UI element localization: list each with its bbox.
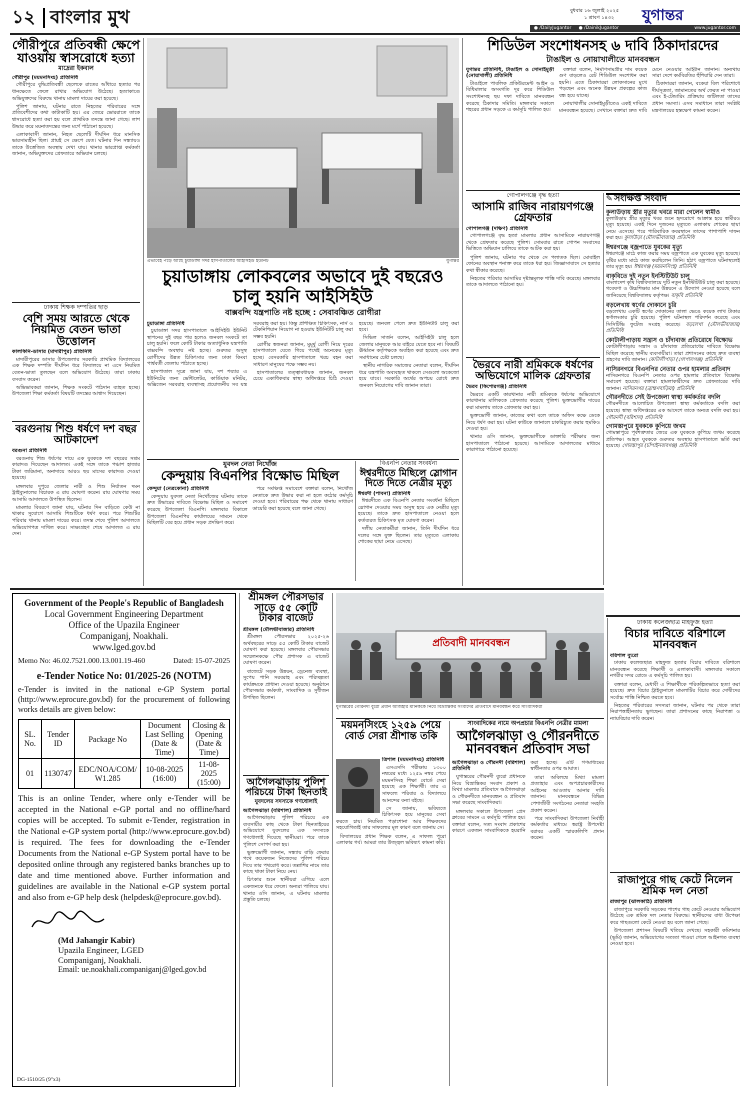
subhead: টাঙাইল ও নোয়াখালীতে মানববন্ধন [546, 55, 660, 64]
twitter-icon: ● [534, 26, 538, 31]
story-gouripur [12, 38, 140, 300]
paragraph: গৌরীপুরে বুদ্ধিপ্রতিবন্ধী ছেলেকে রাতের আঁধারে হত্যার পর ধানক্ষেতে ফেলে রাখার অভিযোগ উঠেছে। হত্যাকাণ্ডে অভিযুক্তদের বিরুদ্ধে থানায় মামলা দায়ের করা হয়েছে। [12, 82, 140, 102]
brief-byline: গৌরনদী (বরিশাল) প্রতিনিধি [606, 414, 663, 421]
paragraph: সিভিল সার্জন বলেন, আইসিইউ চালু হলে জেলার মানুষকে আর বাইরে যেতে হবে না। বিষয়টি ঊর্ধ্বতন কর্তৃপক্ষকে অবহিত করা হয়েছে এবং দ্রুত সমাধানের চেষ্টা চলছে। [359, 335, 459, 362]
briefs-title: সংক্ষিপ্ত সংবাদ [614, 194, 667, 204]
brief-byline: নাসিরনগর (ব্রাহ্মণবাড়িয়া) প্রতিনিধি [622, 385, 695, 392]
brief-title: গৌরনদীতে সেই উপজেলা স্বাস্থ্য কর্মকর্তার বদলি [606, 394, 721, 402]
table-cell: 1130747 [42, 759, 75, 789]
column-rule [239, 593, 240, 1087]
website-link[interactable]: www.jugantor.com [694, 26, 736, 31]
story-rajapur [610, 875, 740, 1087]
story-barishal [610, 620, 740, 870]
byline: শ্রীমঙ্গল (মৌলভীবাজার) প্রতিনিধি [243, 626, 315, 633]
brief-byline: ঈশ্বরগঞ্জ (ময়মনসিংহ) প্রতিনিধি [634, 264, 697, 271]
paragraph: মাদারীপুরের ডাসার উপজেলার সরকারি প্রাথমিক বিদ্যালয়ের এক শিক্ষক দম্পতি দীর্ঘদিন ধরে বিদ্যালয়ে না এসে নিয়মিত বেতন-ভাতা তুলছেন বলে অভিযোগ উঠেছে। তারা ঢাকায় বসবাস করেন। [12, 356, 140, 383]
paragraph: চুয়াডাঙ্গা সদর হাসপাতালে আইসিইউ ইউনিট স্থাপনের দুই বছর পার হলেও জনবল সংকটে তা চালু হয়নি। ফলে কোটি টাকার অত্যাধুনিক যন্ত্রপাতি বাক্সবন্দি অবস্থায় নষ্ট হচ্ছে। গুরুতর অসুস্থ রোগীদের উন্নত চিকিৎসার জন্য ঢাকা কিংবা পার্শ্ববর্তী জেলায় পাঠাতে হচ্ছে। [147, 328, 247, 368]
brief-title: বাকৃবিতে দুই নতুন ইনস্টিটিউট চালু [606, 272, 690, 280]
protest-photo [336, 593, 604, 703]
social-bar [530, 25, 740, 32]
story-bhairab [466, 360, 600, 585]
photo-credit: যুগান্তর [446, 259, 459, 264]
divider [610, 872, 740, 873]
article-body [336, 757, 446, 1077]
headline: গৌরীপুরে প্রতিবন্ধী ক্ষেপে যাওয়ায় স্বাসরোধে হত্যা [12, 37, 140, 66]
tender-org: Local Government Engineering Department [44, 609, 204, 619]
social-handle-facebook: /DainikJugantor [584, 26, 619, 31]
brief-byline: বাকৃবি প্রতিনিধি [671, 292, 703, 299]
byline: আগৈলঝাড়া (বরিশাল) প্রতিনিধি [243, 807, 312, 814]
paragraph: বরগুনায় শিশু ধর্ষণের দায়ে এক যুবককে দশ বছরের সশ্রম কারাদণ্ড দিয়েছেন আদালত। একই সঙ্গে তাকে পঞ্চাশ হাজার টাকা জরিমানা, অনাদায়ে আরও ছয় মাসের কারাদণ্ড দেওয়া হয়েছে। [12, 455, 140, 482]
story-ailer [243, 778, 329, 1086]
tender-org: Office of the Upazila Engineer [68, 620, 180, 630]
hospital-beds-illustration [147, 38, 459, 258]
tender-body: This is an online Tender, where only e-Tender will be accepted in the National e-GP portal and no offline/hard copies will be accepted. To submit e-Tender, registration in the National e-GP system portal (http://www.eprocure.gov.bd) is required. The fees for downloading the e-Tender Documents from the National e-GP System portal have to be deposited online through any registered banks branches up to date and time mentioned above. Further information and guidelines are available in the National e-GP system portal and also from e-GP help desk (helpdesk@eprocure.gov.bd). [18, 793, 230, 902]
byline: আগৈলঝাড়া ও গৌরনদী (বরিশাল) প্রতিনিধি [452, 759, 526, 773]
headline: ভৈরবে নারী শ্রমিককে ধর্ষণের অভিযোগে মালিক গ্রেফতার [472, 359, 594, 383]
masthead-divider [43, 8, 45, 28]
list-item [606, 337, 740, 364]
brief-byline: বড়লেখা (মৌলভীবাজার) প্রতিনিধি [606, 321, 740, 335]
list-item [606, 273, 740, 300]
paragraph: এলাকাবাসী জানান, নিহত ছেলেটি দীর্ঘদিন ধরে মানসিক ভারসাম্যহীন ছিল। প্রায়ই সে ক্ষেপে যেত। ঘটনার দিন সন্ধ্যায়ও তাকে উত্তেজিত অবস্থায় দেখা যায়। থানার ভারপ্রাপ্ত কর্মকর্তা জানান, অভিযুক্তদের গ্রেফতারে অভিযান চলছে। [12, 131, 140, 158]
paragraph: ঈশ্বরদীতে এক বিএনপি নেতার সংবর্ধনা মিছিলে স্লোগান দেওয়ার সময় অসুস্থ হয়ে এক নেত্রীর মৃত্যু হয়েছে। তাকে দ্রুত হাসপাতালে নেওয়া হলে কর্তব্যরত চিকিৎসক মৃত ঘোষণা করেন। [358, 498, 459, 524]
column-header: SL. No. [19, 720, 42, 759]
paragraph: স্থানীয় নাগরিক সমাজের নেতারা বলেন, দীর্ঘদিন ধরে যন্ত্রপাতি অব্যবহৃত থাকলে সেগুলো অকেজো হয়ে যাবে। সরকারি অর্থের অপচয় রোধে দ্রুত জনবল নিয়োগের দাবি জানান তারা। [359, 363, 459, 389]
column-rule [603, 193, 604, 585]
paragraph: পুলিশ জানায়, ঘটনার রাতে নিহতের পরিবারের সঙ্গে প্রতিবেশীদের কথা কাটাকাটি হয়। এর জেরে ভোররাতে তাকে শ্বাসরোধে হত্যা করা হয় বলে প্রাথমিক তদন্তে জানা গেছে। লাশ উদ্ধার করে ময়নাতদন্তের জন্য মর্গে পাঠানো হয়েছে। [12, 103, 140, 130]
paragraph: তারা অবিলম্বে মিথ্যা মামলা প্রত্যাহার এবং অপপ্রচারকারীদের আইনের আওতায় আনার দাবি জানান। মানববন্ধনে বিভিন্ন পেশাজীবী সংগঠনের নেতারা সংহতি প্রকাশ করেন। [530, 774, 604, 814]
headline: বেশি সময় আরতে থেকে নিয়মিত বেতন ভাতা উত্তোলন [22, 311, 130, 348]
article-body [12, 75, 140, 275]
paragraph: ঠিকাদাররা জানান, বকেয়া বিল পরিশোধে দীর্ঘসূত্রতা, জামানতের অর্থ ফেরত না পাওয়া এবং ই-টেন্ডারিং প্রক্রিয়ায় জটিলতা তাদের প্রধান সমস্যা। এসব সমাধানে তারা সংশ্লিষ্ট মন্ত্রণালয়ের হস্তক্ষেপ কামনা করেন। [652, 81, 740, 114]
paragraph: নিহতের পরিবার আসামির দৃষ্টান্তমূলক শাস্তি দাবি করেছে। মঙ্গলবার তাকে আদালতে পাঠানো হয়। [466, 275, 600, 289]
story-teacher [12, 305, 140, 420]
list-item [606, 394, 740, 421]
brief-byline: কোটালীপাড়া (গোপালগঞ্জ) প্রতিনিধি [648, 357, 723, 364]
paragraph: পরে সংক্ষিপ্ত সমাবেশে বক্তারা বলেন, নিখোঁজ নেতাকে দ্রুত উদ্ধার করা না হলে কঠোর কর্মসূচি দেওয়া হবে। পরিবারের পক্ষ থেকে থানায় সাধারণ ডায়েরি করা হয়েছে বলে জানা গেছে। [252, 486, 353, 513]
briefs-box [606, 193, 740, 613]
paragraph: উপজেলা প্রশাসন বিষয়টি খতিয়ে দেখছে। সহকারী কমিশনার (ভূমি) জানান, অভিযোগের সত্যতা পাওয়া গেলে আইনগত ব্যবস্থা নেওয়া হবে। [610, 927, 740, 948]
brief-title: কোটালীপাড়ায় সন্ত্রাস ও চাঁদাবাজ প্রতিরোধে বিক্ষোভ [606, 336, 733, 344]
tender-notice [12, 593, 236, 1087]
paragraph: চিৎকার শুনে স্থানীয়রা এগিয়ে এলে একজনকে ধরে ফেলে। অন্যরা পালিয়ে যায়। থানার ওসি জানান, এ ঘটনায় মামলার প্রস্তুতি চলছে। [243, 877, 329, 904]
brief-byline: গোমস্তাপুর (চাঁপাইনবাবগঞ্জ) প্রতিনিধি [622, 443, 697, 450]
divider [336, 718, 604, 719]
page-number: ১২ [12, 7, 36, 28]
paragraph: হাসপাতালের তত্ত্বাবধায়ক জানান, জনবল চেয়ে একাধিকবার স্বাস্থ্য অধিদপ্তরে চিঠি দেওয়া হয়েছে। জনবল পেলে দ্রুত ইউনিটটি চালু করা হবে। [253, 320, 459, 383]
paragraph: ভুক্তভোগী জানান, কাজের কথা বলে তাকে অফিস কক্ষে ডেকে নিয়ে ধর্ষণ করা হয়। ঘটনা কাউকে জানালে চাকরিচ্যুত করার হুমকিও দেওয়া হয়। [466, 412, 600, 433]
brief-body: কোটালীপাড়ায় সন্ত্রাস ও চাঁদাবাজ প্রতিরোধের দাবিতে বিক্ষোভ মিছিল করেছে স্থানীয় ব্যবসায়ীরা। তারা প্রশাসনের কাছে দ্রুত ব্যবস্থা গ্রহণের দাবি জানান। [606, 343, 740, 364]
article-body [610, 899, 740, 1067]
headline: শিডিউল সংশোধনসহ ৬ দাবি ঠিকাদারদের [487, 38, 719, 54]
column-rule [355, 461, 356, 581]
photo-caption [147, 259, 459, 265]
paragraph: নিহতের পরিবারের সদস্যরা জানান, ঘটনার পর থেকে তারা নিরাপত্তাহীনতায় ভুগছেন। তারা প্রশাসনের কাছে নিরাপত্তা ও ন্যায়বিচার দাবি করেন। [610, 702, 740, 723]
column-rule [143, 38, 144, 586]
paragraph: ঢাকায় কলেজছাত্র মাহফুজ হত্যার বিচার দাবিতে বরিশালে মানববন্ধন করেছে শিক্ষার্থী ও এলাকাবাসী। মঙ্গলবার সকালে নগরীর সদর রোডে এ কর্মসূচি পালিত হয়। [610, 660, 740, 680]
paragraph: মামলার বিবরণে জানা যায়, ঘটনার দিন বাড়িতে কেউ না থাকার সুযোগে আসামি শিশুটিকে ধর্ষণ করে। পরে শিশুটির পরিবার থানায় মামলা দায়ের করে। তদন্ত শেষে পুলিশ আদালতে অভিযোগপত্র দাখিল করে। সাক্ষ্যগ্রহণ শেষে আদালত এ রায় দেন। [12, 504, 140, 538]
brief-body: বড়লেখায় একটি স্বর্ণের দোকানের তালা ভেঙে কয়েক লাখ টাকার স্বর্ণালংকার চুরি হয়েছে। পুলিশ ঘটনাস্থল পরিদর্শন করেছে এবং সিসিটিভি ফুটেজ সংগ্রহ করেছে। [606, 308, 740, 328]
list-item [606, 209, 740, 242]
list-item [606, 244, 740, 271]
kicker: ঢাকায় শিক্ষক দম্পতির ছাড় [44, 304, 108, 311]
brief-title: গোমস্তাপুরে যুবককে কুপিয়ে জখম [606, 423, 686, 431]
headline: শ্রীমঙ্গল পৌরসভার সাড়ে ৫৫ কোটি টাকার বাজেট [248, 592, 324, 624]
brief-title: ঈশ্বরগঞ্জে বজ্রপাতে যুবকের মৃত্যু [606, 243, 682, 251]
story-schedule [466, 38, 740, 188]
notice-intro: e-Tender is invited in the national e-GP System portal (http://www.eprocure.gov.bd) for the procurement of following works details are given below: [18, 685, 230, 714]
paragraph: মঙ্গলবার দুপুরে জেলার নারী ও শিশু নির্যাতন দমন ট্রাইব্যুনালের বিচারক এ রায় ঘোষণা করেন। রায় ঘোষণার সময় আসামি আদালতে উপস্থিত ছিলেন। [12, 483, 140, 503]
article-body [358, 491, 459, 551]
kicker: বিএনপি নেতার সংবর্ধনা [380, 460, 437, 467]
story-ishwardi [358, 461, 459, 581]
briefs-header [606, 193, 740, 206]
headline: আগৈলঝাড়ায় পুলিশ পরিচয়ে টাকা ছিনতাই [245, 777, 327, 798]
paragraph: বক্তারা বলেন, নির্মাণসামগ্রীর দাম কয়েক গুণ বাড়লেও রেট শিডিউল সংশোধন করা হয়নি। এতে ঠিকাদাররা লোকসানের মুখে পড়ছেন এবং অনেক উন্নয়ন প্রকল্পের কাজ বন্ধ হয়ে যাচ্ছে। [559, 66, 647, 99]
kicker: সাংবাদিকের নামে অপপ্রচার বিএনপি নেত্রীর মামলা [467, 720, 589, 727]
table-header-row [19, 720, 230, 759]
paragraph: রোগীর স্বজনরা জানান, মুমূর্ষু রোগী নিয়ে দূরের হাসপাতালে যেতে গিয়ে পথেই অনেকের মৃত্যু হচ্ছে। বেসরকারি হাসপাতালে খরচ বহন করা সাধারণ মানুষের পক্ষে সম্ভব নয়। [253, 341, 353, 368]
headline: রাজাপুরে গাছ কেটে নিলেন শ্রমিক দল নেতা [617, 874, 733, 898]
tender-website[interactable]: www.lged.gov.bd [92, 642, 156, 652]
article-body [243, 808, 329, 1068]
byline: ত্রিশাল (ময়মনসিংহ) প্রতিনিধি [382, 757, 445, 763]
table-cell: 10-08-2025 (16:00) [141, 759, 189, 789]
article-body [452, 760, 604, 1050]
social-handle-twitter: /DailyJugantor [539, 26, 572, 31]
newspaper-logo: যুগান্তর [642, 6, 684, 24]
section-divider [10, 588, 604, 590]
photo-caption: যুগান্তরের গৌরনদী বুরো প্রধান আজহার মানিককে নিয়ে বিভ্রান্তিকর সংবাদের প্রতিবাদে মানববন্ধন করে সাংবাদিকরা [336, 705, 543, 710]
list-item [606, 423, 740, 450]
brief-title: বড়লেখায় স্বর্ণের দোকানে চুরি [606, 301, 677, 309]
date-line: বুধবার ১৬ জুলাই ২০২৫ [570, 8, 620, 14]
paragraph: সে জানায়, ভবিষ্যতে চিকিৎসক হয়ে মানুষের সেবা করতে চায়। নিয়মিত পড়াশোনা আর শিক্ষকদের সহযোগিতাই তার সাফল্যের মূল কারণ বলে জানায় সে। [336, 805, 446, 832]
caption-text: এভাবেই পড়ে আছে চুয়াডাঙ্গা সদর হাসপাতালের আইসিইউ ইউনিট [147, 259, 269, 264]
table-row [19, 759, 230, 789]
section-divider [606, 615, 740, 617]
paragraph: বাজেটে সড়ক উন্নয়ন, ড্রেনেজ ব্যবস্থা, সুপেয় পানি সরবরাহ এবং পরিচ্ছন্নতা কার্যক্রমকে প্রাধান্য দেওয়া হয়েছে। অনুষ্ঠানে পৌরসভার কর্মকর্তা, সাংবাদিক ও সুধীজন উপস্থিত ছিলেন। [243, 668, 329, 701]
article-body [12, 448, 140, 570]
facebook-icon: ● [578, 26, 583, 31]
paragraph: কেন্দুয়ায় যুবদল নেতা নিখোঁজের ঘটনায় তাকে দ্রুত উদ্ধারের দাবিতে বিক্ষোভ মিছিল ও সমাবেশ করেছে উপজেলা বিএনপি। মঙ্গলবার বিকালে উপজেলা বিএনপির কার্যালয়ের সামনে থেকে মিছিলটি বের হয়ে প্রধান সড়ক প্রদক্ষিণ করে। [147, 493, 248, 527]
brief-body: ঈশ্বরগঞ্জে মাঠে কাজ করার সময় বজ্রপাতে এক যুবকের মৃত্যু হয়েছে। বৃষ্টির মধ্যে মাঠে কাজ করছিলেন তিনি। হঠাৎ বজ্রপাতে ঘটনাস্থলেই তার মৃত্যু হয়। [606, 250, 740, 271]
signatory-email[interactable]: Email: ue.noakhali.companiganj@lged.gov.bd [58, 965, 207, 974]
paragraph: হাসপাতাল সূত্রে জানা যায়, দশ শয্যার এ ইউনিটের জন্য ভেন্টিলেটর, কার্ডিয়াক মনিটর, অক্সিজেন সরবরাহ ব্যবস্থাসহ প্রয়োজনীয় সব যন্ত্র সরবরাহ করা হয়। কিন্তু প্রশিক্ষিত চিকিৎসক, নার্স ও টেকনিশিয়ান নিয়োগ না হওয়ায় ইউনিটটি চালু করা সম্ভব হয়নি। [147, 320, 353, 389]
story-child [12, 424, 140, 582]
story-naryanganj [466, 193, 600, 355]
article-body [466, 226, 600, 344]
article-body [466, 67, 740, 171]
paragraph: বক্তারা বলেন, মেধাবী এ শিক্ষার্থীকে পরিকল্পিতভাবে হত্যা করা হয়েছে। দ্রুত বিচার ট্রাইব্যুনালে মামলাটির বিচার করে দোষীদের সর্বোচ্চ শাস্তি নিশ্চিত করতে হবে। [610, 681, 740, 701]
story-board [336, 721, 446, 1086]
tender-table [18, 719, 230, 789]
brief-byline: কুলাউড়া (মৌলভীবাজার) প্রতিনিধি [624, 235, 695, 242]
brief-body: গোমস্তাপুরে পূর্বশত্রুতার জেরে এক যুবককে কুপিয়ে জখম করেছে প্রতিপক্ষ। আহত যুবককে গুরুতর অবস্থায় হাসপাতালে ভর্তি করা হয়েছে। [606, 430, 740, 450]
article-body [243, 627, 329, 757]
kicker: ঢাকায় কলেজছাত্র মাহফুজ হত্যা [637, 619, 713, 626]
byline: কালকিনি-ডাসার (মাদারীপুর) প্রতিনিধি [12, 349, 92, 356]
article-body [466, 384, 600, 564]
brief-body: বাংলাদেশ কৃষি বিশ্ববিদ্যালয়ে দুটি নতুন ইনস্টিটিউট চালু করা হয়েছে। গবেষণা ও উচ্চশিক্ষার মান উন্নয়নে এ উদ্যোগ নেওয়া হয়েছে বলে জানিয়েছে বিশ্ববিদ্যালয় কর্তৃপক্ষ। [606, 279, 740, 299]
headline: কেন্দুয়ায় বিএনপির বিক্ষোভ মিছিল [160, 468, 340, 484]
brief-title: কুলাউড়ায় স্ত্রীর মৃত্যুর খবরে মারা গেলেন স্বামীও [606, 208, 720, 216]
article-body [147, 321, 459, 439]
date-line-2: ১ শ্রাবণ ১৪৩২ [584, 15, 615, 21]
kicker: যুবদল নেতা নিখোঁজ [223, 460, 277, 468]
byline: বরগুনা প্রতিনিধি [12, 448, 47, 455]
paragraph: মঙ্গলবার সকালে উপজেলা প্রেস ক্লাবের সামনে এ কর্মসূচি পালিত হয়। বক্তারা বলেন, সত্য সংবাদ প্রকাশের কারণে একজন সাংবাদিককে হয়রানি করা হচ্ছে। এটি গণমাধ্যমের স্বাধীনতার ওপর আঘাত। [452, 759, 604, 835]
story-sreemangal [243, 593, 329, 773]
signatory-name: (Md Jahangir Kabir) [58, 935, 135, 945]
icu-photo [147, 38, 459, 258]
memo-number: Memo No: 46.02.7521.000.13.001.19-460 [18, 656, 146, 665]
briefs-icon: ✎ [606, 194, 613, 203]
signatory-place: Companiganj, Noakhali. [58, 955, 142, 965]
column-rule [449, 721, 450, 1086]
masthead [10, 6, 740, 32]
byline: চুয়াডাঙ্গা প্রতিনিধি [147, 320, 185, 327]
byline: রাজাপুর (ঝালকাঠি) প্রতিনিধি [610, 899, 673, 906]
column-header: Package No [75, 720, 141, 759]
masthead-rule [10, 33, 740, 35]
story-kendua [147, 461, 353, 581]
story-icu [147, 267, 459, 457]
paragraph: ভুক্তভোগী জানান, সন্ধ্যায় বাড়ি ফেরার পথে কয়েকজন নিজেদের পুলিশ পরিচয় দিয়ে তার পথরোধ করে। তল্লাশির নামে তার কাছে থাকা টাকা নিয়ে নেয়। [243, 849, 329, 876]
briefs-list [606, 209, 740, 607]
article-body [610, 653, 740, 853]
paragraph: টাঙাইলে পাবলিক প্রকিউরমেন্ট আইন ও বিধিমালার অসংগতি দূর করে শিডিউল সংশোধনসহ ছয় দফা দাবিতে মানববন্ধন করেছে ঠিকাদার সমিতি। মঙ্গলবার সকালে শহরের প্রধান সড়কে এ কর্মসূচি পালিত হয়। [466, 80, 554, 114]
paragraph: অভিভাবকরা জানান, শিক্ষক সংকটে পাঠদান ব্যাহত হচ্ছে। উপজেলা শিক্ষা কর্মকর্তা বিষয়টি তদন্তের আশ্বাস দিয়েছেন। [12, 384, 140, 398]
column-rule [462, 38, 463, 586]
byline: গোপালগঞ্জ (দক্ষিণ) প্রতিনিধি [466, 225, 528, 232]
paragraph: গোপালগঞ্জে বৃদ্ধ হত্যা মামলার প্রধান আসামিকে নারায়ণগঞ্জ থেকে গ্রেফতার করেছে পুলিশ। সোমবার রাতে গোপন সংবাদের ভিত্তিতে অভিযান চালিয়ে তাকে আটক করা হয়। [466, 233, 600, 253]
brief-body: গৌরনদীতে আলোচিত উপজেলা স্বাস্থ্য কর্মকর্তাকে বদলি করা হয়েছে। স্বাস্থ্য অধিদপ্তরের এক আদেশে তাকে অন্যত্র বদলি করা হয়। [606, 401, 740, 415]
headline: বরগুনায় শিশু ধর্ষণে দশ বছর আটকাদেশ [15, 423, 137, 447]
column-rule [607, 618, 608, 1086]
headline: ঈশ্বরদীতে মিছিলে স্লোগান দিতে দিতে নেত্রীর মৃত্যু [359, 467, 457, 489]
article-body [147, 486, 353, 568]
list-item [606, 366, 740, 393]
headline: ময়মনসিংহে ১২৫৯ পেয়ে বোর্ড সেরা শ্রীশান্ত তকি [341, 720, 441, 742]
tender-org: Government of the People's Republic of Bangladesh [24, 598, 224, 608]
byline: কেন্দুয়া (নেত্রকোনা) প্রতিনিধি [147, 486, 209, 493]
headline: চুয়াডাঙ্গায় লোকবলের অভাবে দুই বছরেও চালু হয়নি আইসিইউ [162, 267, 444, 307]
paragraph: যুগান্তরের গৌরনদী ব্যুরো প্রধানকে নিয়ে বিভ্রান্তিকর সংবাদ প্রকাশ ও মিথ্যা মামলার প্রতিবাদে আগৈলঝাড়া ও গৌরনদীতে মানববন্ধন ও প্রতিবাদ সভা করেছে সাংবাদিকরা। [452, 774, 526, 807]
tender-org: Companiganj, Noakhali. [79, 631, 169, 641]
paragraph: পরে সাংবাদিকরা উপজেলা নির্বাহী কর্মকর্তার মাধ্যমে স্বরাষ্ট্র উপদেষ্টা বরাবর একটি স্মারকলিপি প্রদান করেন। [530, 815, 604, 842]
divider [466, 190, 740, 191]
paragraph: শ্রীমঙ্গল পৌরসভার ২০২৫-২৬ অর্থবছরের সাড়ে ৫৫ কোটি টাকার বাজেট ঘোষণা করা হয়েছে। মঙ্গলবার পৌরসভার সম্মেলনকক্ষে পৌর প্রশাসক এ বাজেট ঘোষণা করেন। [243, 634, 329, 667]
story-gournadi [452, 721, 604, 1086]
paragraph: নোয়াখালীর সোনাইমুড়ীতেও একই দাবিতে মানববন্ধন হয়েছে। সেখানে বক্তারা দ্রুত দাবি মেনে নেওয়ার আহ্বান জানান। অন্যথায় সারা দেশে কর্মবিরতির হুঁশিয়ারি দেন তারা। [559, 66, 740, 114]
kicker: যুবদলের সদস্যকে গণধোলাই [254, 798, 318, 805]
paragraph: পুলিশ জানায়, ঘটনার পর থেকে সে পলাতক ছিল। মোবাইল ফোনের অবস্থান শনাক্ত করে তাকে ধরা হয়। জিজ্ঞাসাবাদে সে হত্যার কথা স্বীকার করেছে। [466, 254, 600, 274]
signatory-title: Upazila Engineer, LGED [58, 945, 144, 955]
divider [466, 357, 600, 358]
divider [12, 302, 140, 303]
subhead: বাক্সবন্দি যন্ত্রপাতি নষ্ট হচ্ছে : সেবাবঞ্চিত রোগীরা [225, 308, 381, 317]
byline: ঈশ্বরদী (পাবনা) প্রতিনিধি [358, 490, 411, 497]
headline: বিচার দাবিতে বরিশালে মানববন্ধন [624, 626, 726, 652]
ad-code: DG-1510/25 (9"x3) [17, 1077, 61, 1083]
table-cell: 11-08-2025 (15:00) [188, 759, 229, 789]
kicker: গোপালগঞ্জে বৃদ্ধ হত্যা [506, 192, 560, 199]
byline: বরিশাল ব্যুরো [610, 652, 639, 659]
divider [243, 775, 329, 776]
column-rule [332, 593, 333, 1087]
paragraph: থানার ওসি জানান, ভুক্তভোগীকে ডাক্তারি পরীক্ষার জন্য হাসপাতালে পাঠানো হয়েছে। আসামিকে আদালতের মাধ্যমে কারাগারে পাঠানো হয়েছে। [466, 434, 600, 454]
section-title: বাংলার মুখ [50, 7, 130, 28]
protest-banner-text: প্রতিবাদী মানববন্ধন [432, 638, 510, 649]
brief-title: নাসিরনগরে বিএনপির নেতার ওপর হামলার প্রতিবাদ [606, 365, 731, 373]
tender-memo-line [18, 656, 230, 666]
article-body [12, 349, 140, 409]
paragraph: ভৈরবে একটি কারখানার নারী শ্রমিককে ধর্ষণের অভিযোগে কারখানার মালিককে গ্রেফতার করেছে পুলিশ। ভুক্তভোগীর দায়ের করা মামলায় তাকে গ্রেফতার করা হয়। [466, 391, 600, 411]
table-cell: EDC/NOA/COM/ W1.285 [75, 759, 141, 789]
brief-body: নাসিরনগরে বিএনপি নেতার ওপর হামলার প্রতিবাদে বিক্ষোভ সমাবেশ হয়েছে। বক্তারা হামলাকারীদের দ্রুত গ্রেফতারের দাবি জানান। [606, 372, 740, 392]
byline: ভৈরব (কিশোরগঞ্জ) প্রতিনিধি [466, 384, 527, 391]
byline: যুগান্তর প্রতিনিধি, টাঙাইল ও সোনাইমুড়ী (নোয়াখালী) প্রতিনিধি [466, 66, 554, 80]
brief-body: কুলাউড়ায় স্ত্রীর মৃত্যুর খবর শুনে হৃদরোগে আক্রান্ত হয়ে স্বামীরও মৃত্যু হয়েছে। একই দিনে দুজনের মৃত্যুতে এলাকায় শোকের ছায়া নেমে এসেছে। পরে পারিবারিক কবরস্থানে তাদের পাশাপাশি দাফন করা হয়। [606, 215, 740, 242]
headline: আগৈলঝাড়া ও গৌরনদীতে মানববন্ধন প্রতিবাদ সভা [456, 728, 600, 758]
table-cell: 01 [19, 759, 42, 789]
paragraph: বিদ্যালয়ের প্রধান শিক্ষক বলেন, এ সাফল্য পুরো এলাকার গর্ব। আমরা তার উজ্জ্বল ভবিষ্যৎ কামনা করি। [336, 833, 446, 847]
subhead: মাদ্রেরা ইকবাল [58, 65, 94, 73]
column-header: Tender ID [42, 720, 75, 759]
column-header: Document Last Selling (Date & Time) [141, 720, 189, 759]
column-header: Closing & Opening (Date & Time) [188, 720, 229, 759]
paragraph: দলীয় নেতাকর্মীরা জানান, তিনি দীর্ঘদিন ধরে দলের সঙ্গে যুক্ত ছিলেন। তার মৃত্যুতে এলাকায় শোকের ছায়া নেমে এসেছে। [358, 526, 459, 546]
paragraph: রাজাপুরে সরকারি সড়কের পাশের গাছ কেটে নেওয়ার অভিযোগ উঠেছে এক শ্রমিক দল নেতার বিরুদ্ধে। স্থানীয়দের বাধা উপেক্ষা করে গাছগুলো কেটে নেওয়া হয় বলে জানা গেছে। [610, 906, 740, 926]
memo-date: Dated: 15-07-2025 [173, 656, 230, 665]
paragraph: আগৈলঝাড়ায় পুলিশ পরিচয়ে এক ব্যবসায়ীর কাছ থেকে টাকা ছিনতাইয়ের অভিযোগে যুবদলের এক সদস্যকে গণধোলাই দিয়েছে স্থানীয়রা। পরে তাকে পুলিশে সোপর্দ করা হয়। [243, 815, 329, 848]
photo-wrap-spacer [336, 757, 382, 815]
notice-title: e-Tender Notice No: 01/2025-26 (NOTM) [36, 671, 212, 682]
headline: আসামি রাজিব নারায়ণগঞ্জে গ্রেফতার [472, 199, 594, 225]
divider [12, 421, 140, 422]
signature-mark [28, 907, 108, 935]
list-item [606, 302, 740, 335]
paragraph: এসএসসি পরীক্ষায় ১৩০০ নম্বরের মধ্যে ১২৫৯ নম্বর পেয়ে ময়মনসিংহ শিক্ষা বোর্ডে সেরা হয়েছে এক শিক্ষার্থী। তার এ সাফল্যে পরিবার ও বিদ্যালয়ে আনন্দের বন্যা বইছে। [382, 764, 446, 804]
byline: গৌরীপুর (ময়মনসিংহ) প্রতিনিধি [12, 74, 79, 81]
